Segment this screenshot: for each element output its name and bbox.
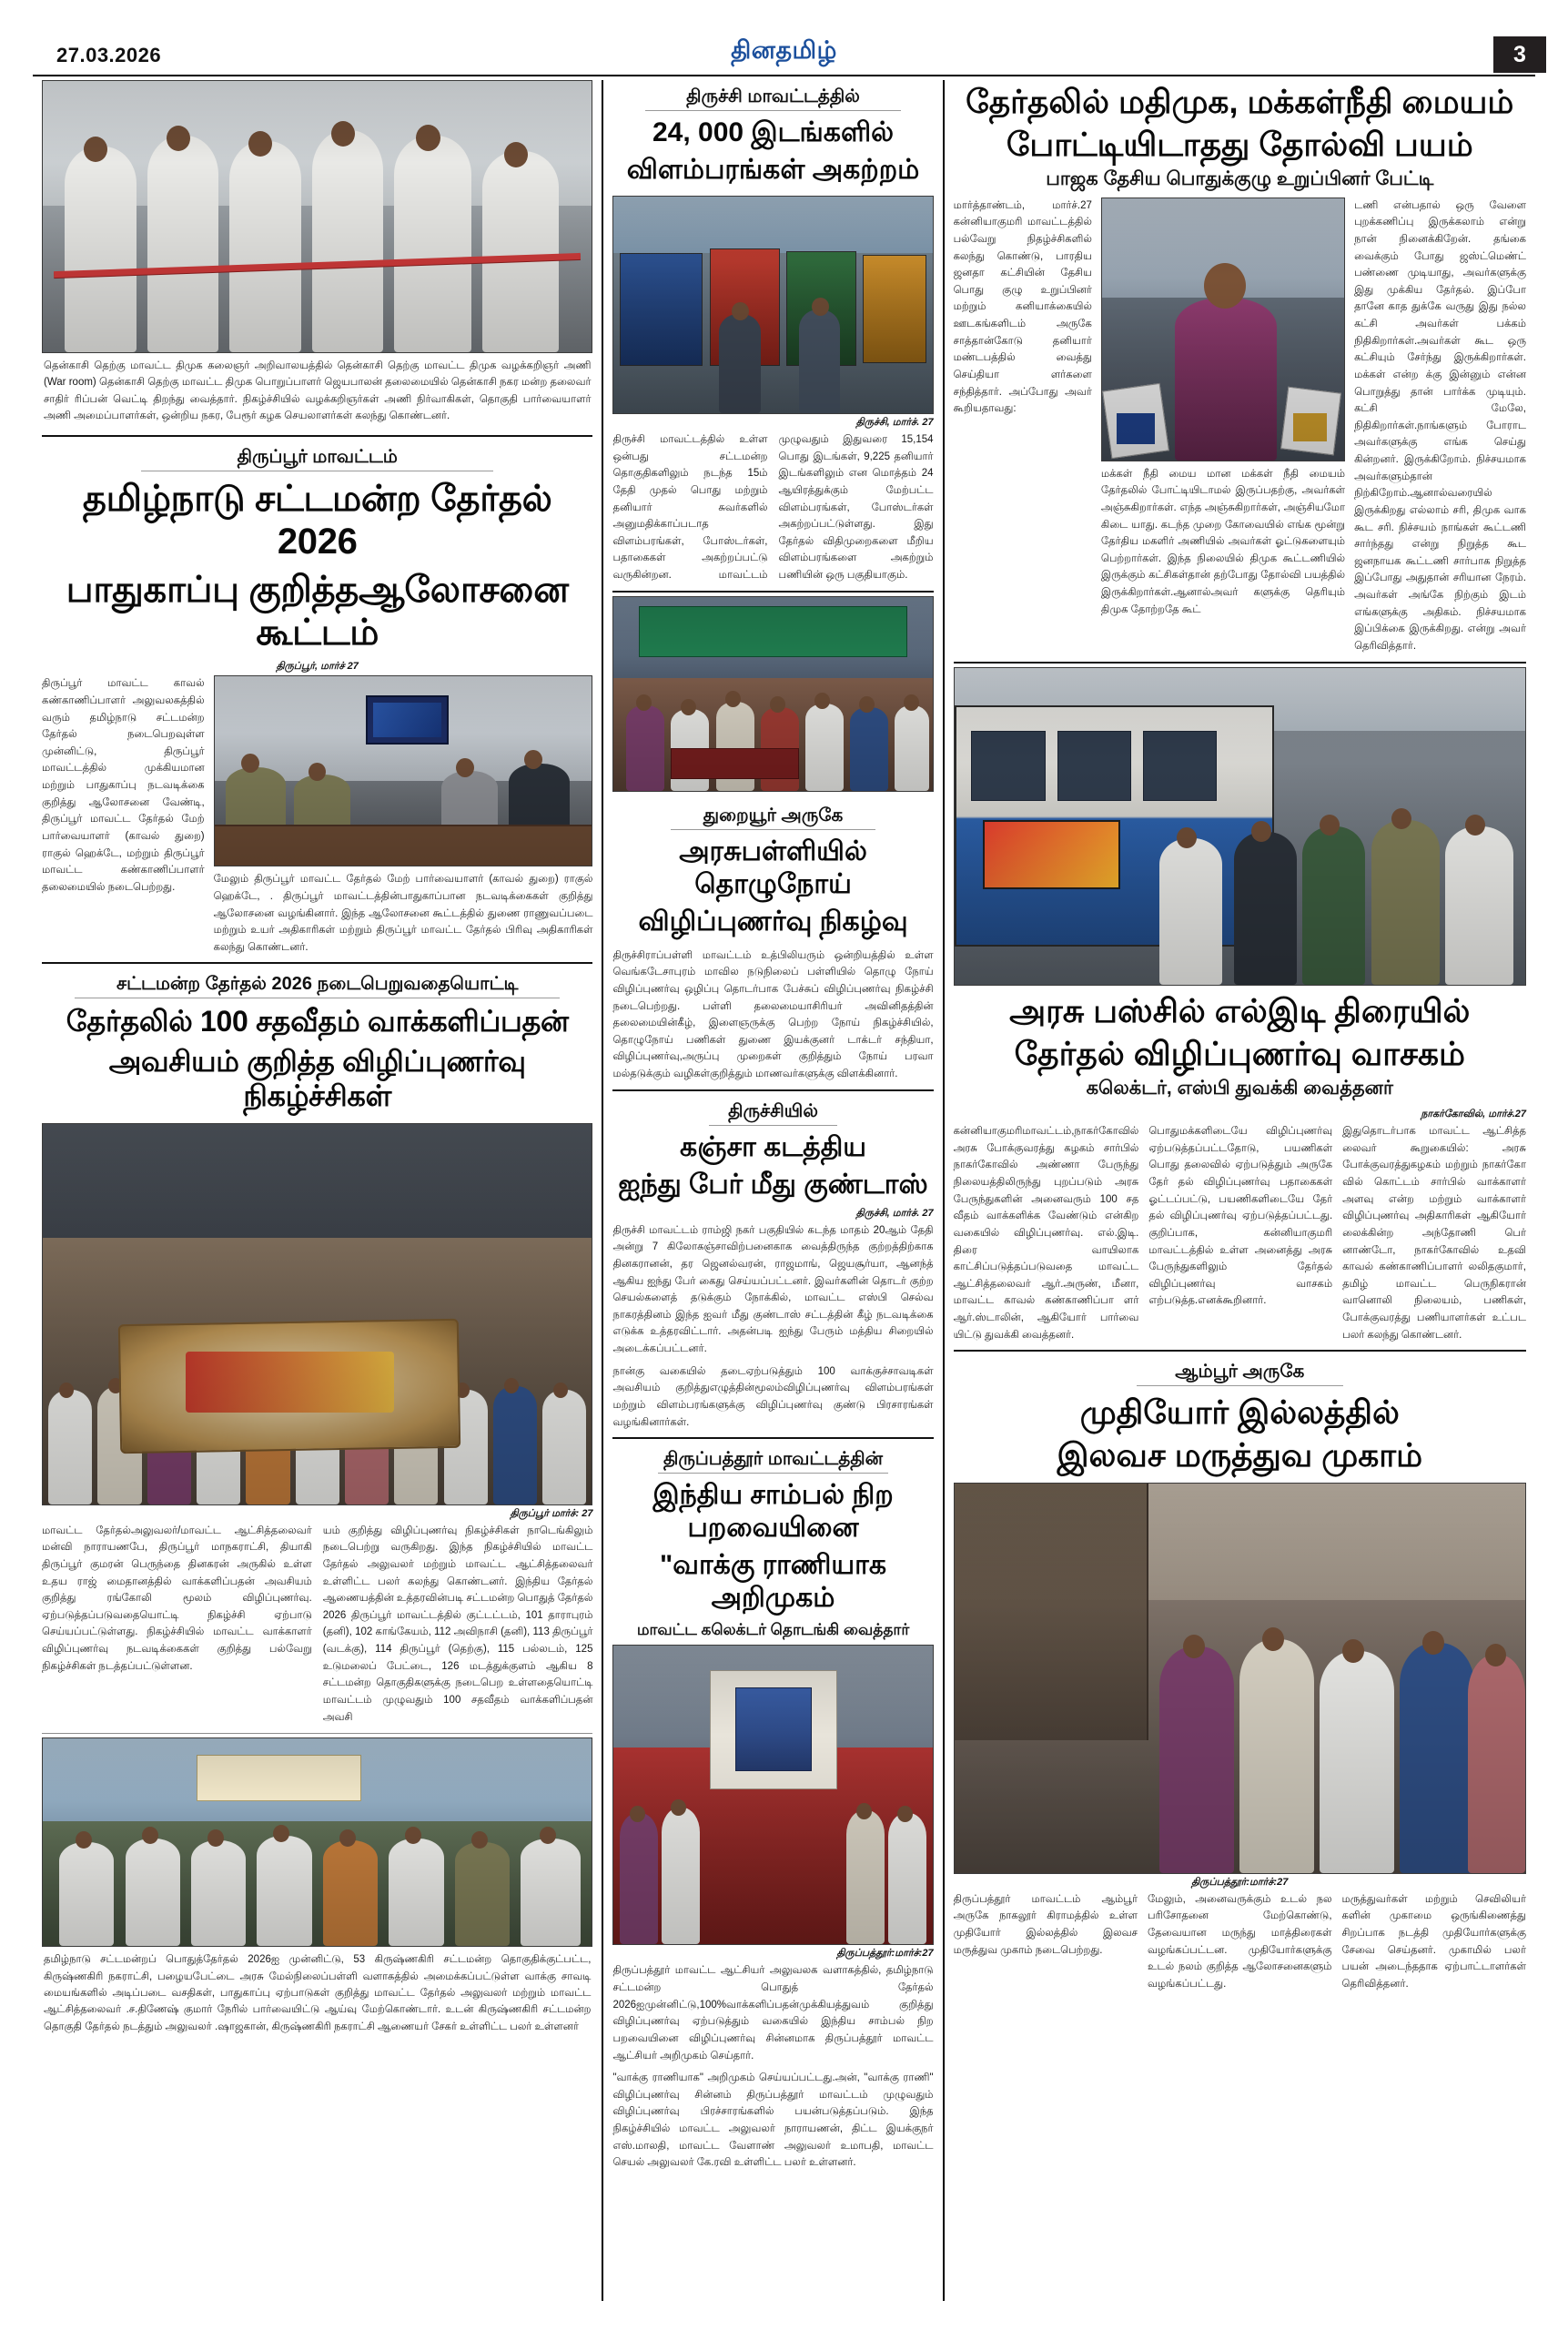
trichy-ganja-kicker: திருச்சியில் — [709, 1095, 837, 1126]
ambur-kicker: ஆம்பூர் அருகே — [1137, 1355, 1343, 1386]
trichy-ganja-body: திருச்சி மாவட்டம் ராம்ஜி நகர் பகுதியில் கடந்த மாதம் 20ஆம் தேதி அன்று 7 கிலோகஞ்சாவிற்பனைகாக வைத்திருந்த குற்றத்திற்காக தினகரானன், தர ஜெனல்வரன், ராஜமாங், ஜெயசூர்யா, ஆனந்த் ஆகிய ஐந்து பேர் கைது செய்யப்பட்டனர். இவர்களின் தொடர் குற்ற செயல்களைத் தடுக்கும் நோக்கில், மாவட்ட எஸ்பி செல்வ நாகரத்தினம் இந்த ஐவர் மீது குண்டாஸ் சட்டத்தின் கீழ் நடவடிக்கை எடுக்க உத்தரவிட்டார். அதன்படி ஐந்து பேரும் மத்திய சிறையில் அடைக்கப்பட்டனர். — [612, 1224, 934, 1354]
tiruppur-body-left: திருப்பூர் மாவட்ட காவல் கண்காணிப்பாளர் அலுவலகத்தில் வரும் தமிழ்நாடு சட்டமன்ற தேர்தல் நடைபெறவுள்ள முன்னிட்டு, திருப்பூர் மாவட்டத்தில் முக்கியமான மற்றும் பாதுகாப்பு நடவடிக்கை குறித்து ஆலோசனை வேண்டி, திருப்பூர் மாவட்ட தேர்தல் மேற் பார்வையாளர் (காவல் துறை) ராகுல் ஹெக்டே, மற்றும் திருப்பூர் மாவட்ட கண்காணிப்பாளர் தலைமையில் நடைபெற்றது. — [42, 678, 205, 893]
bus-led-body-col2: பொதுமக்களிடையே விழிப்புணர்வு ஏற்படுத்தப்பட்டதோடு, பயணிகள் பொது தலைவில் ஏற்படுத்தும் அருகே தேர் தல் விழிப்புணர்வு பதாகைகள் ஓட்டப்பட்டு, பயணிகளிடையே தேர் தல் விழிப்புணர்வு ஏற்படுத்தப்பட்டது. குறிப்பாக, கன்னியாகுமரி மாவட்டத்தில் உள்ள அனைத்து அரசு பேருந்துகளிலும் தேர்தல் விழிப்புணர்வு வாசகம் எற்படுத்த.எனக்கூறினார். — [1148, 1126, 1333, 1307]
bjp-headline-line1: தேர்தலில் மதிமுக, மக்கள்நீதி மையம் — [966, 83, 1514, 120]
rangoli-body-1: மாவட்ட தேர்தல்அலுவலர்/மாவட்ட ஆட்சித்தலைவர் மன்வி நாராயணபே, திருப்பூர் மாநகராட்சி, தியாகி திருப்பூர் குமரன் பெருந்தை தினகரன் அருகில் உள்ள உதய ராஜ் மைதானத்தில் வாக்களிப்பதன் அவசியம் குறித்து ரங்கோலி மூலம் விழிப்புணர்வு. ஏற்படுத்தப்படுவதையொட்டி நிகழ்ச்சி ஏற்பாடு செய்யப்பட்டுள்ளது. நிகழ்ச்சியில் மாவட்ட வாக்காளர் விழிப்புணர்வு நடவடிக்கைகள் குறித்து பல்வேறு நிகழ்ச்சிகள் நடத்தப்பட்டுள்ளன. — [42, 1525, 312, 1672]
ambur-body-col1: திருப்பத்தூர் மாவட்டம் ஆம்பூர் அருகே நாகலூர் கிராமத்தில் உள்ள முதியோர் இல்லத்தில் இலவச மருத்துவ முகாம் நடைபெற்றது. — [953, 1893, 1138, 1956]
old-age-home-medical-camp-photo — [954, 1483, 1526, 1874]
bus-led-body-col3: இதுதொடர்பாக மாவட்ட ஆட்சித்த லைவர் கூறுகையில்: அரசு போக்குவரத்துகழகம் மற்றும் நாகர்கோ வில் கொட்டம் சார்பில் வாக்காளர் அளவு என்ற மற்றும் வாக்காளர் விழிப்புணர்வு அதிகாரிகள் ஆகியோர் லைக்கின்ற அந்தோணி பெர் னாண்டோ, நாகர்கோவில் உதவி காவல் கண்காணிப்பாளர் லலிதகுமார், தமிழ் மாவட்ட பெருநிகரான் வானொலி நிலையம், பணிகள், போக்குவரத்து பணியாளர்கள் உட்பட பலர் கலந்து கொண்டனர். — [1342, 1126, 1526, 1341]
tirupattur-dateline: திருப்பத்தூர்:மார்ச்:27 — [836, 1948, 934, 1960]
bjp-body-col2: மக்கள் நீதி மைய மான மக்கள் நீதி மையம் தேர்தலில் போட்டியிடாமல் இருப்பதற்கு, அவர்கள் அஞ்சுகிறார்கள். எந்த அஞ்சுகிறார்கள், அஞ்சியமோ கிடை யாது. கடந்த முறை கோவையில் எங்க மூன்று தேர்திய மகளிர் அணியில் அவர்கள் ஓட்டுகளையும் பெற்றார்கள். இந்த நிலையில் திமுக கூட்டணியில் இருக்கும் கட்சிகள்தான் தற்போது தோல்வி பயத்தில் இருக்கிறார்கள்.ஆனால்அவர் களுக்கு தெரியும் திமுக தோற்றதே கூட் — [1100, 468, 1346, 615]
middle-column — [603, 80, 942, 2301]
trichy-headline-line2: விளம்பரங்கள் அகற்றம் — [626, 155, 920, 185]
krishnagiri-street-inspection-photo — [42, 1737, 592, 1947]
section-divider-2 — [42, 962, 592, 964]
war-room-caption: தென்காசி தெற்கு மாவட்ட திமுக கலைஞர் அறிவாலயத்தில் தென்காசி தெற்கு மாவட்ட திமுக வழக்கறிஞர் அணி (War room) தென்காசி தெற்கு மாவட்ட திமுக பொறுப்பாளர் ஜெயபாலன் தலைமையில் தென்காசி நகர மன்ற தலைவர் சாதிர் ரிப்பன் வெட்டி திறந்து வைத்தார். நிகழ்ச்சியில் வழக்கறிஞர்கள் அணி நிர்வாகிகள், தொகுதி பார்வையாளர் அணி அமைப்பாளர்கள், ஒன்றிய நகர, பேரூர் கழக செயலாளர்கள் கலந்து கொண்டனர். — [44, 360, 592, 422]
tirupattur-headline-line2: "வாக்கு ராணியாக அறிமுகம் — [660, 1550, 887, 1614]
newspaper-logo: தினதமிழ் — [731, 36, 837, 64]
ambur-body-col3: மருத்துவர்கள் மற்றும் செவிலியர் களின் முகாமை ஒருங்கிணைத்து சிறப்பாக நடத்தி முதியோர்களுக்கு சேவை செய்தனர். முகாமில் பலர் பயன் அடைந்ததாக ஏற்பாட்டாளர்கள் தெரிவித்தனர். — [1341, 1893, 1526, 1990]
rangoli-body-2: யம் குறித்து விழிப்புணர்வு நிகழ்ச்சிகள் நாடெங்கிலும் நடைபெற்று வருகிறது. இந்த நிகழ்ச்சியில் மாவட்ட தேர்தல் அலுவலர் மற்றும் மாவட்ட ஆட்சித்தலைவர் உள்ளிட்ட பலர் கலந்து கொண்டனர். இந்திய தேர்தல் ஆணையத்தின் உத்தரவின்படி சட்டமன்ற பொதுத் தேர்தல் 2026 திருப்பூர் மாவட்டத்தில் குட்டட்டம், 101 தாராபுரம் (தனி), 102 காங்கேயம், 112 அவிநாசி (தனி), 113 திருப்பூர் (வடக்கு), 114 திருப்பூர் (தெற்கு), 115 பல்லடம், 125 உடுமலைப் பேட்டை, 126 மடத்துக்குளம் ஆகிய 8 சட்டமன்ற தொகுதிகளுக்கு நடைபெற உள்ளதையொட்டி மாவட்டம் முழுவதும் 100 சதவீதம் வாக்களிப்பதன் அவசி — [322, 1525, 593, 1723]
bjp-headline-line2: போட்டியிடாதது தோல்வி பயம் — [1006, 126, 1473, 164]
bus-led-display-photo — [954, 667, 1526, 986]
school-awareness-event-photo — [612, 596, 933, 792]
election-awareness-headline-line2: அவசியம் குறித்த விழிப்புணர்வு நிகழ்ச்சிகள் — [108, 1045, 526, 1112]
rangoli-awareness-photo — [42, 1123, 592, 1505]
bus-led-body-col1: கன்னியாகுமரிமாவட்டம்,நாகர்கோவில் அரசு போக்குவரத்து கழகம் சார்பில் நாகர்கோவில் அண்ணா பேருந்து நிலையத்திலிருந்து புறப்படும் அரசு பேருந்துகளின் அனைவரும் 100 சத வீதம் வாக்களிக்க வேண்டும் என்கிற வகையில் விழிப்புணர்வு. எல்.இடி. திரை வாயிலாக காட்சிப்படுத்தப்படுவதை மாவட்ட ஆட்சித்தலைவர் ஆர்.அருண், மீனா, மாவட்ட காவல் கண்காணிப்பா ளர் ஆர்.ஸ்டாலின், ஆகியோர் பார்வை யிட்டு துவக்கி வைத்தனர். — [953, 1126, 1139, 1341]
left-column — [33, 80, 602, 2301]
right-column — [945, 80, 1535, 2301]
mid-divider-3 — [612, 1437, 933, 1439]
bjp-body-col1: மார்த்தாண்டம், மார்ச்.27 கன்னியாகுமரி மாவட்டத்தில் பல்வேறு நிதழ்ச்சிகளில் கலந்து கொண்டு, பாரதிய ஜனதா கட்சியின் தேசிய பொது குழு உறுப்பினர் மற்றும் கனியாக்கையில் ஊடகங்களிடம் அருகே சாத்தான்கோடு தனியார் மண்டபத்தில் வைத்து செய்தியா ளர்களை சந்தித்தார். அப்போது அவர் கூறியதாவது: — [953, 199, 1092, 415]
trichy-ganja-dateline: திருச்சி, மார்ச். 27 — [855, 1207, 934, 1219]
election-awareness-headline-line1: தேர்தலில் 100 சதவீதம் வாக்களிப்பதன் — [66, 1005, 569, 1038]
thuraiyur-body: திருச்சிராப்பள்ளி மாவட்டம் உத்பிலியரும் ஒன்றியத்தில் உள்ள வெங்கடேசாபுரம் மாவில நடுநிலைப் பள்ளியில் தொழு நோய் விழிப்புணர்வு ஒழிப்பு தொடர்பாக பேச்சுப் விழிப்புணர்வு நிகழ்ச்சி நடைபெற்றது. பள்ளி தலைமையாசிரியர் அவினிதத்தின் தலைமையின்கீழ், இளைஞருக்கு பெற்ற நோய் நிகழ்ச்சியில், தொழுநோய் பணிகள் துணை இயக்குனர் டாக்டர் சந்தியா, விழிப்புணர்வு,அருப்பு முறைகள் குறித்தும் நோய் பரவா மல்தடுக்கும் வழிகள்குறித்தும் மாணவர்களுக்கு விளக்கினார். — [612, 949, 934, 1079]
right-divider-1 — [954, 662, 1526, 664]
rangoli-dateline: திருப்பூர் மார்ச்: 27 — [510, 1507, 593, 1519]
trichy-ganja-body-2: நான்கு வகையில் தடைஏற்படுத்தும் 100 வாக்குச்சாவடிகள் அவசியம் குறித்துஎழுத்தின்மூலம்விழிப்புணர்வு விளம்பரங்கள் மற்றும் விளம்பரங்களுக்கு விழிப்புணர்வு குண்டு பிரசாரங்கள் வழங்கினார்கள். — [612, 1365, 934, 1428]
trichy-ganja-headline-line2: ஐந்து பேர் மீது குண்டாஸ் — [618, 1169, 928, 1200]
press-interview-photo — [1101, 198, 1345, 461]
tiruppur-body-right: மேலும் திருப்பூர் மாவட்ட தேர்தல் மேற் பார்வையாளர் (காவல் துறை) ராகுல் ஹெக்டே, . திருப்பூர் மாவட்டத்தின்பாதுகாப்பான நடவடிக்கைகள் குறித்து ஆலோசனை வழங்கினார். இந்த ஆலோசனை கூட்டத்தில் துணை ராணுவப்படை மற்றும் உயர் அதிகாரிகள் மற்றும் திருப்பூர் மாவட்ட தேர்தல் பிரிவு அதிகாரிகள் கலந்து கொண்டனர். — [213, 874, 593, 953]
tiruppur-dateline: திருப்பூர், மார்ச் 27 — [276, 661, 359, 673]
thuraiyur-kicker: துறையூர் அருகே — [671, 799, 875, 830]
tiruppur-kicker: திருப்பூர் மாவட்டம் — [141, 441, 494, 471]
bjp-body-col3: டணி என்பதால் ஒரு வேளை புறக்கணிப்பு இருக்கலாம் என்று நான் நினைக்கிறேன். தங்கை வைக்கும் போது ஜஸ்ட்மெண்ட் பண்ணை முடியாது, அவர்களுக்கு இது முக்கிய தேர்தல். இப்போ தானே காத துக்கே வருது இது நல்ல கட்சி அவர்கள் பக்கம் நிதிகிறார்கள்.அவர்கள் கூட ஒரு கட்சியும் சேர்ந்து இருக்கிறார்கள். மக்கள் என்ற க்கு இன்னும் என்ன பொறுத்து தான் பார்க்க முடியும். கட்சி மேலே, நிதிகிறார்கள்.நாங்களும் போராட அவர்களுக்கு எங்க செய்து கின்றனர். இருக்கிறோம். நிச்சயமாக அவர்களும்தான் நிற்கிறோம்.ஆனால்வரையில் இருக்கிறது எல்லாம் சரி, திமுக வாக கூட சரி. நிச்சயம் நாங்கள் கூட்டணி சார்ந்தது என்று நிறுத்த கூட ஜனநாயக கூட்டணி சார்பாக நிறுத்த இப்போது அதுதான் சரியான நேரம். அவர்கள் அங்கே நிற்கும் இடம் எங்களுக்கு அதிகம். நிச்சயமாக இப்பிக்கை இருக்கிறது. என்று அவர் தெரிவித்தார். — [1354, 199, 1526, 652]
trichy-headline-line1: 24, 000 இடங்களில் — [652, 117, 895, 147]
ambur-dateline: திருப்பத்தூர்:மார்ச்:27 — [1191, 1876, 1289, 1888]
column-container — [33, 80, 1535, 2301]
election-awareness-kicker: சட்டமன்ற தேர்தல் 2026 நடைபெறுவதையொட்டி — [75, 967, 560, 998]
bjp-subhead: பாஜக தேசிய பொதுக்குழு உறுப்பினர் பேட்டி — [1046, 168, 1434, 190]
masthead-divider — [33, 75, 1535, 76]
section-divider-3 — [42, 1733, 592, 1734]
trichy-ganja-headline-line1: கஞ்சா கடத்திய — [680, 1131, 866, 1162]
tirupattur-subhead: மாவட்ட கலெக்டர் தொடங்கி வைத்தார் — [636, 1621, 910, 1639]
tirupattur-body-2: "வாக்கு ராணியாக" அறிமுகம் செய்யப்பட்டது.அன், "வாக்கு ராணி" விழிப்புணர்வு சின்னம் திருப்பத்தூர் மாவட்டம் முழுவதும் விழிப்புணர்வு பிரச்சாரங்களில் பயன்படுத்தப்படும். இந்த நிகழ்ச்சியில் மாவட்ட அலுவலர் நாராயணன், திட்ட இயக்குநர் எஸ்.மாலதி, மாவட்ட வேளாண் அலுவலர் உமாபதி, மாவட்ட செயல் அலுவலர் கே.ரவி உள்ளிட்ட பலர் உள்ளனர். — [612, 2072, 934, 2169]
trichy-dateline: திருச்சி, மார்ச். 27 — [855, 417, 934, 428]
bus-led-headline-line2: தேர்தல் விழிப்புணர்வு வாசகம் — [1014, 1034, 1465, 1072]
tirupattur-body: திருப்பத்தூர் மாவட்ட ஆட்சியர் அலுவலக வளாகத்தில், தமிழ்நாடு சட்டமன்ற பொதுத் தேர்தல் 2026ஐமுன்னிட்டு,100%வாக்களிப்பதன்முக்கியத்துவம் குறித்து விழிப்புணர்வு ஏற்படுத்தும் வகையில் இந்திய சாம்பல் நிற பறவையினை விழிப்புணர்வு சின்னமாக திருப்பத்தூர் மாவட்ட ஆட்சியர் அறிமுகம் செய்தார். — [612, 1965, 934, 2062]
thuraiyur-headline-line1: அரசுபள்ளியில் தொழுநோய் — [679, 836, 867, 899]
tiruppur-headline-line1: தமிழ்நாடு சட்டமன்ற தேர்தல் 2026 — [82, 478, 552, 562]
ambur-body-col2: மேலும், அனைவருக்கும் உடல் நல பரிசோதனை மேற்கொண்டு, தேவையான மருந்து மாத்திரைகள் வழங்கப்பட்டன. முதியோர்களுக்கு உடல் நலம் குறித்த ஆலோசனைகளும் வழங்கப்பட்டது. — [1148, 1893, 1332, 1990]
tirupattur-headline-line1: இந்திய சாம்பல் நிற பறவையினை — [652, 1480, 894, 1544]
bus-led-dateline: நாகர்கோவில், மார்ச்.27 — [1421, 1109, 1526, 1120]
bus-led-headline-line1: அரசு பஸ்சில் எல்இடி திரையில் — [1009, 991, 1471, 1029]
mid-divider-1 — [612, 591, 933, 593]
krishnagiri-caption: தமிழ்நாடு சட்டமன்றப் பொதுத்தேர்தல் 2026ஐ முன்னிட்டு, 53 கிருஷ்ணகிரி சட்டமன்ற தொகுதிக்குட்பட்ட, கிருஷ்ணகிரி நகராட்சி, பழையபேட்டை அரசு மேல்நிலைப்பள்ளி வளாகத்தில் அமைக்கப்பட்டுள்ள வாக்கு சாவடி மையங்களில் அடிப்படை வசதிகள், பாதுகாப்பு ஏற்பாடுகள் குறித்து மாவட்ட தேர்தல் அலுவலர் மற்றும் மாவட்ட ஆட்சித்தலைவர் .ச.திணேஷ் குமார் நேரில் பார்வையிட்டு ஆய்வு மேற்கொண்டார். உடன் கிருஷ்ணகிரி சட்டமன்ற தொகுதி தேர்தல் நடத்தும் அலுவலர் .ஷாஜகான், கிருஷ்ணகிரி நகராட்சி ஆணையர் சேகர் உள்ளிட்ட பலர் உள்ளனர் — [44, 1954, 592, 2032]
tiruppur-headline-line2: பாதுகாப்பு குறித்தஆலோசனை கூட்டம் — [66, 569, 569, 653]
bus-led-subhead: கலெக்டர், எஸ்பி துவக்கி வைத்தனர் — [1086, 1077, 1393, 1099]
trichy-body: திருச்சி மாவட்டத்தில் உள்ள ஒன்பது சட்டமன்ற தொகுதிகளிலும் நடந்த 15ம் தேதி முதல் பொது மற்றும் தனியார் சுவர்களில் அனுமதிக்காப்படாத விளம்பரங்கள், போஸ்டர்கள், பதாகைகள் அகற்றப்பட்டு வருகின்றன. மாவட்டம் முழுவதும் இதுவரை 15,154 பொது இடங்கள், 9,225 தனியார் இடங்களிலும் என மொத்தம் 24 ஆயிரத்துக்கும் மேற்பட்ட விளம்பரங்கள், போஸ்டர்கள் அகற்றப்பட்டுள்ளது. இது தேர்தல் விதிமுறைகளை மீறிய விளம்பரங்களை அகற்றும் பணியின் ஒரு பகுதியாகும். — [612, 434, 934, 581]
publication-date: 27.03.2026 — [56, 44, 162, 66]
trichy-kicker: திருச்சி மாவட்டத்தில் — [645, 80, 902, 111]
wall-poster-removal-photo — [612, 196, 933, 414]
tirupattur-kicker: திருப்பத்தூர் மாவட்டத்தின் — [658, 1443, 889, 1474]
thuraiyur-headline-line2: விழிப்புணர்வு நிகழ்வு — [638, 906, 908, 937]
police-meeting-photo — [214, 675, 593, 866]
mid-divider-2 — [612, 1089, 933, 1091]
ambur-headline-line2: இலவச மருத்துவ முகாம் — [1057, 1436, 1423, 1474]
ambur-headline-line1: முதியோர் இல்லத்தில் — [1079, 1393, 1400, 1432]
section-divider — [42, 435, 592, 437]
masthead — [0, 0, 1568, 78]
page-number-badge: 3 — [1493, 36, 1546, 73]
right-divider-2 — [954, 1350, 1526, 1352]
mascot-launch-photo — [612, 1645, 933, 1945]
war-room-inauguration-photo — [42, 80, 592, 353]
